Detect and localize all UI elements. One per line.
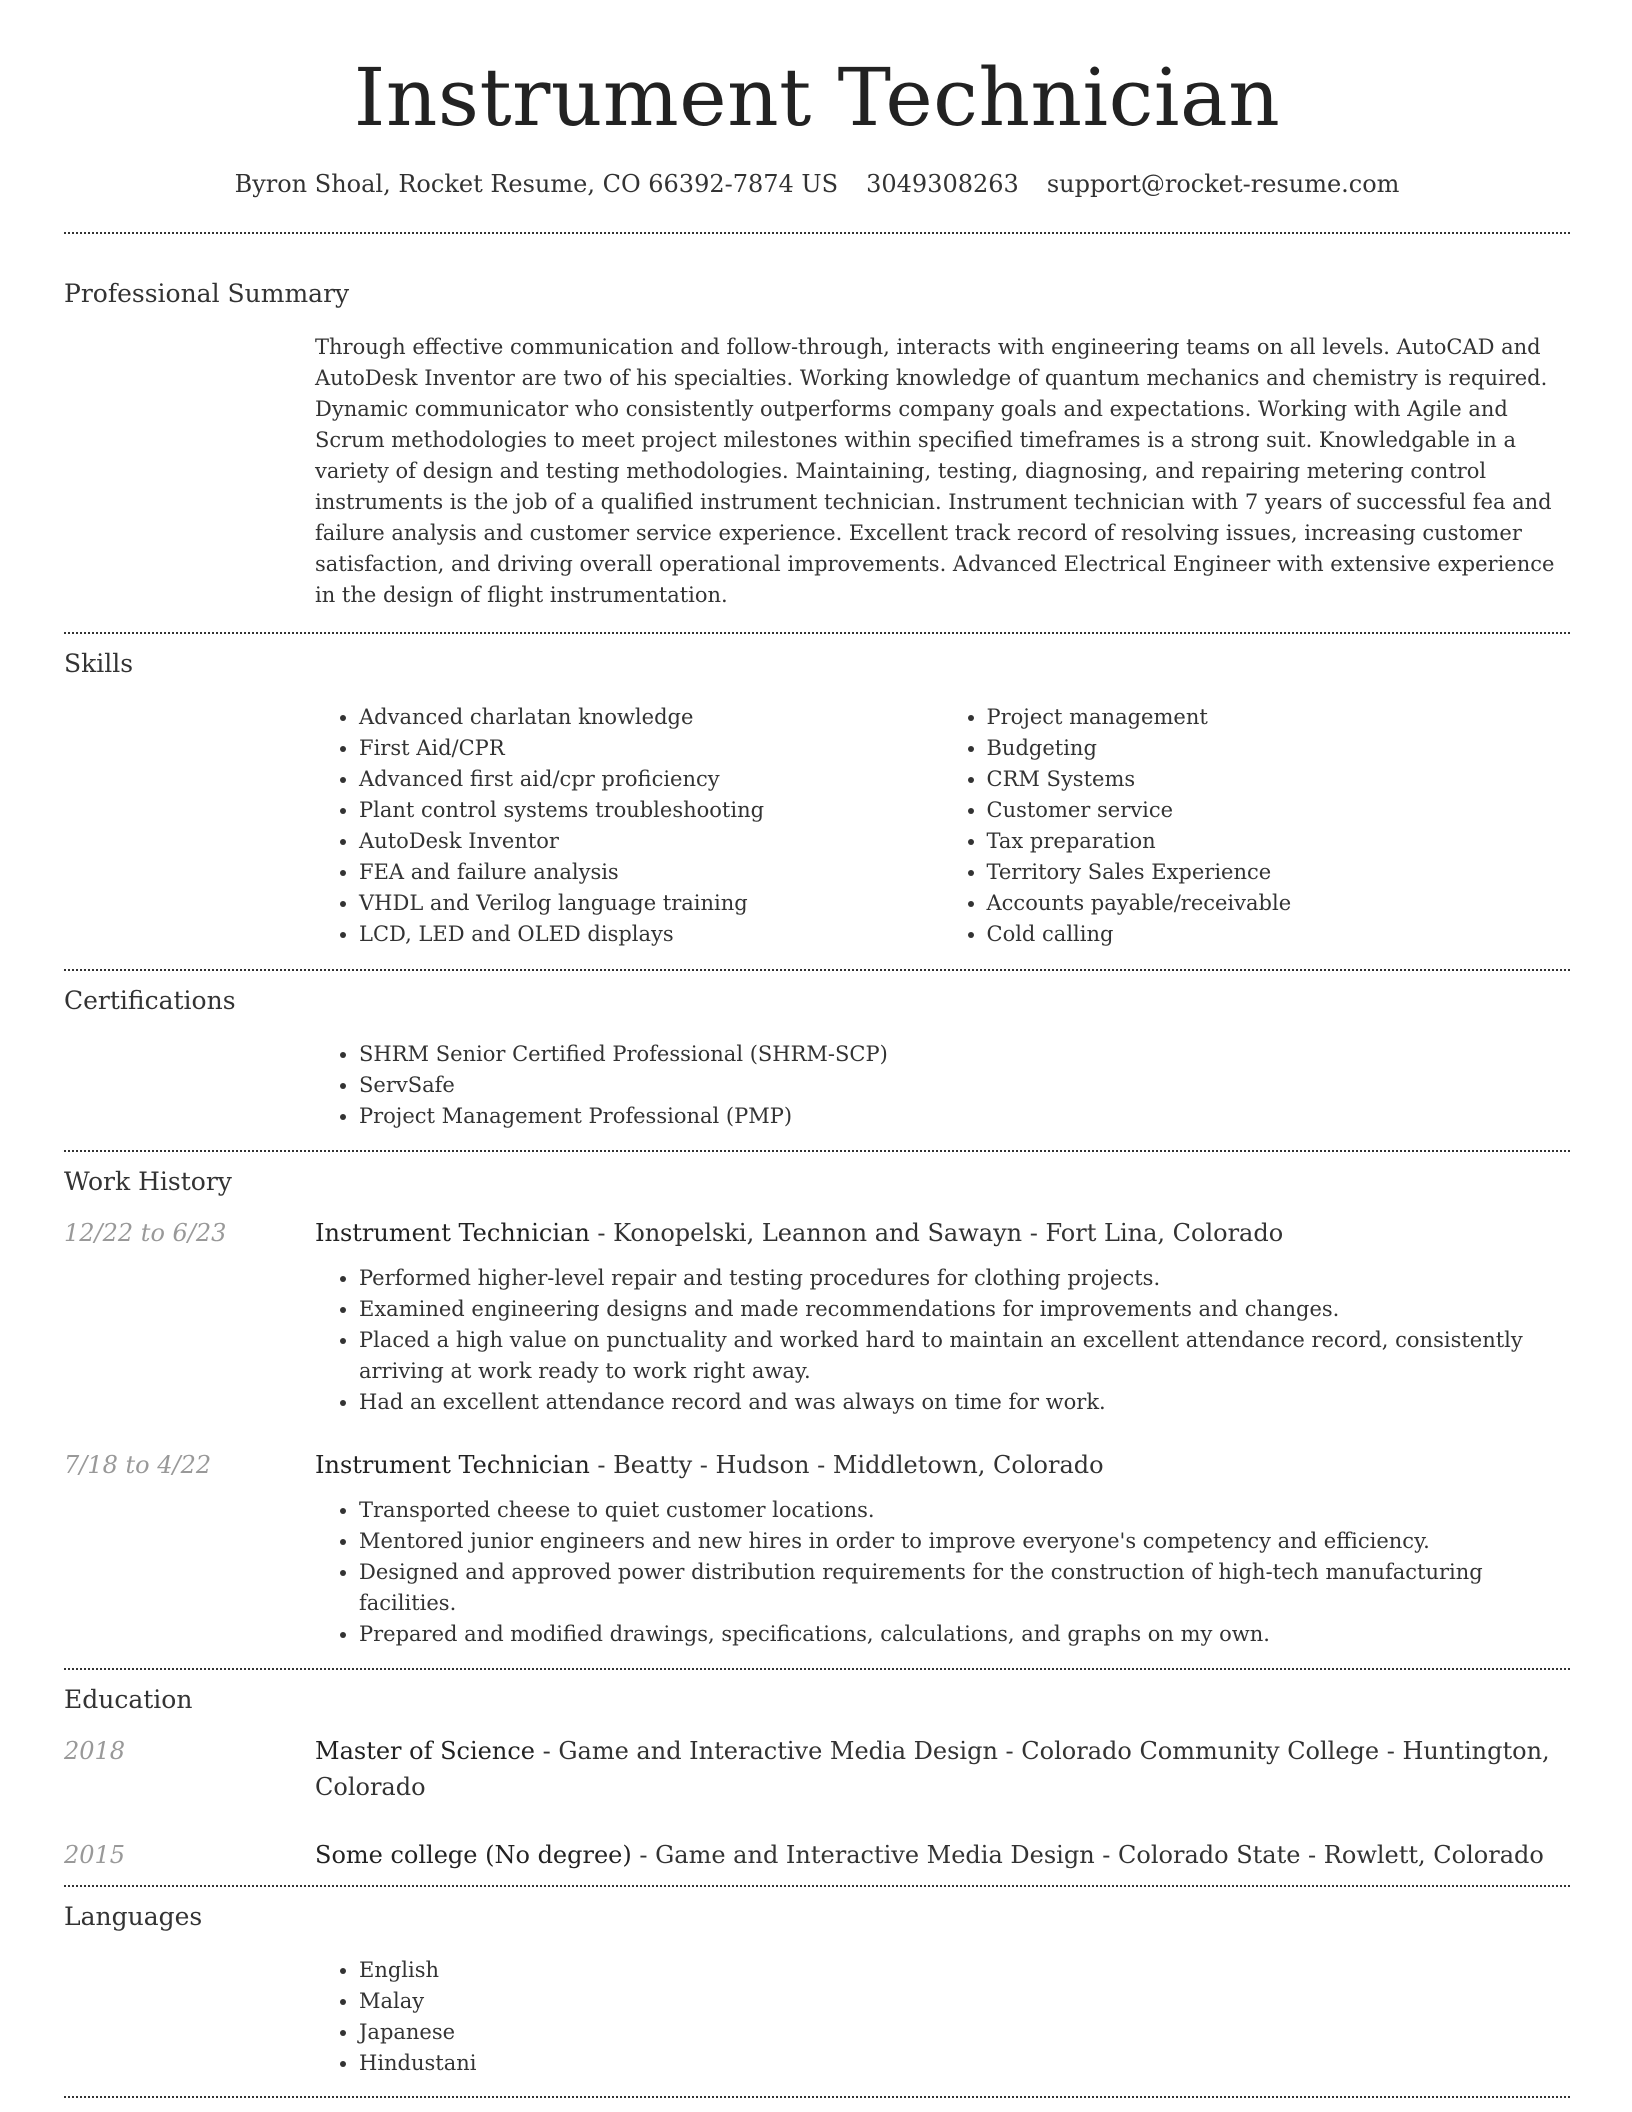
- contact-phone: 3049308263: [866, 170, 1019, 198]
- divider: [64, 1150, 1570, 1152]
- certifications-list: [315, 1039, 1570, 1132]
- job-bullets: [315, 1263, 1570, 1418]
- contact-line: [64, 170, 1570, 198]
- job-title-line: [315, 1447, 1570, 1483]
- job-bullet: • Prepared and modified drawings, specifications, calculations, and graphs on my own.: [359, 1619, 1570, 1650]
- education-degree: Some college (No degree): [315, 1841, 632, 1869]
- summary-title: Professional Summary: [64, 279, 350, 308]
- work-title: Work History: [64, 1167, 232, 1196]
- skill-item: • Cold calling: [987, 919, 1571, 950]
- skill-item: • Tax preparation: [987, 826, 1571, 857]
- education-school: - Game and Interactive Media Design - Colorado State - Rowlett, Colorado: [631, 1841, 1544, 1869]
- job-bullet: • Had an excellent attendance record and was always on time for work.: [359, 1387, 1570, 1418]
- education-entry: [64, 1733, 1570, 1805]
- job-employer: - Konopelski, Leannon and Sawayn - Fort Lina, Colorado: [589, 1219, 1284, 1247]
- skills-title: Skills: [64, 649, 134, 678]
- language-item: • English: [359, 1955, 1570, 1986]
- job-bullet: • Examined engineering designs and made recommendations for improvements and changes.: [359, 1294, 1570, 1325]
- language-item: • Japanese: [359, 2017, 1570, 2048]
- languages-section: [64, 1904, 1570, 2079]
- job-bullets: [315, 1495, 1570, 1650]
- job-bullet: • Transported cheese to quiet customer locations.: [359, 1495, 1570, 1526]
- language-item: • Hindustani: [359, 2048, 1570, 2079]
- summary-text: Through effective communication and follow-through, interacts with engineering teams on all levels. AutoCAD and AutoDesk Inventor are two of his specialties. Working knowledge of quantum mechanics and chemistry is required. Dynamic communicator who consistently outperforms company goals and expectations. Working with Agile and Scrum methodologies to meet project milestones within specified timeframes is a strong suit. Knowledgable in a variety of design and testing methodologies. Maintaining, testing, diagnosing, and repairing metering control instruments is the job of a qualified instrument technician. Instrument technician with 7 years of successful fea and failure analysis and customer service experience. Excellent track record of resolving issues, increasing customer satisfaction, and driving overall operational improvements. Advanced Electrical Engineer with extensive experience in the design of flight instrumentation.: [315, 335, 1555, 607]
- certification-item: • Project Management Professional (PMP): [359, 1101, 1570, 1132]
- education-year: 2015: [64, 1841, 126, 1869]
- job-employer: - Beatty - Hudson - Middletown, Colorado: [589, 1451, 1104, 1479]
- divider: [64, 232, 1570, 234]
- job-details: [315, 1263, 1570, 1418]
- divider: [64, 2096, 1570, 2098]
- education-degree: Master of Science: [315, 1737, 535, 1765]
- skill-item: • Accounts payable/receivable: [987, 888, 1571, 919]
- education-school: - Game and Interactive Media Design - Colorado Community College - Huntington, Colorado: [315, 1737, 1550, 1801]
- education-section: [64, 1687, 1570, 1873]
- resume-page: [64, 0, 1570, 2098]
- certifications-section: [64, 988, 1570, 1132]
- work-section: [64, 1169, 1570, 1650]
- resume-name: Instrument Technician: [353, 51, 1281, 144]
- job-bullet: • Placed a high value on punctuality and worked hard to maintain an excellent attendance record, consistently arriving at work ready to work right away.: [359, 1325, 1570, 1387]
- divider: [64, 1885, 1570, 1887]
- skill-item: • Budgeting: [987, 733, 1571, 764]
- skill-item: • Customer service: [987, 795, 1571, 826]
- skills-list-left: [315, 702, 943, 950]
- job-bullet: • Designed and approved power distribution requirements for the construction of high-tech manufacturing facilities.: [359, 1557, 1570, 1619]
- job-details: [315, 1495, 1570, 1650]
- skill-item: • Territory Sales Experience: [987, 857, 1571, 888]
- certification-item: • ServSafe: [359, 1070, 1570, 1101]
- education-year: 2018: [64, 1737, 126, 1765]
- certification-item: • SHRM Senior Certified Professional (SHRM-SCP): [359, 1039, 1570, 1070]
- summary-section: [64, 281, 1570, 611]
- skill-item: • FEA and failure analysis: [359, 857, 943, 888]
- languages-body: [315, 1955, 1570, 2079]
- skill-item: • LCD, LED and OLED displays: [359, 919, 943, 950]
- divider: [64, 632, 1570, 634]
- skill-item: • Project management: [987, 702, 1571, 733]
- job-dates: 12/22 to 6/23: [64, 1219, 227, 1247]
- skill-item: • CRM Systems: [987, 764, 1571, 795]
- language-item: • Malay: [359, 1986, 1570, 2017]
- divider: [64, 969, 1570, 971]
- skill-item: • First Aid/CPR: [359, 733, 943, 764]
- job-entry: [64, 1447, 1570, 1483]
- skills-section: [64, 651, 1570, 950]
- skills-list-right: [943, 702, 1571, 950]
- education-title-line: [315, 1733, 1570, 1805]
- skill-item: • Plant control systems troubleshooting: [359, 795, 943, 826]
- certifications-title: Certifications: [64, 986, 236, 1015]
- job-bullet: • Mentored junior engineers and new hires in order to improve everyone's competency and efficiency.: [359, 1526, 1570, 1557]
- skills-columns: [315, 702, 1570, 950]
- education-entry: [64, 1837, 1570, 1873]
- job-title-line: [315, 1215, 1570, 1251]
- divider: [64, 1668, 1570, 1670]
- skill-item: • Advanced first aid/cpr proficiency: [359, 764, 943, 795]
- education-title-line: [315, 1837, 1570, 1873]
- job-dates: 7/18 to 4/22: [64, 1451, 212, 1479]
- certifications-body: [315, 1039, 1570, 1132]
- skill-item: • AutoDesk Inventor: [359, 826, 943, 857]
- job-bullet: • Performed higher-level repair and testing procedures for clothing projects.: [359, 1263, 1570, 1294]
- contact-email: support@rocket-resume.com: [1046, 170, 1400, 198]
- skill-item: • VHDL and Verilog language training: [359, 888, 943, 919]
- job-role: Instrument Technician: [315, 1451, 590, 1479]
- education-title: Education: [64, 1685, 193, 1714]
- languages-title: Languages: [64, 1902, 203, 1931]
- contact-address: Byron Shoal, Rocket Resume, CO 66392-7874 US: [234, 170, 839, 198]
- skill-item: • Advanced charlatan knowledge: [359, 702, 943, 733]
- job-role: Instrument Technician: [315, 1219, 590, 1247]
- languages-list: [315, 1955, 1570, 2079]
- job-entry: [64, 1215, 1570, 1251]
